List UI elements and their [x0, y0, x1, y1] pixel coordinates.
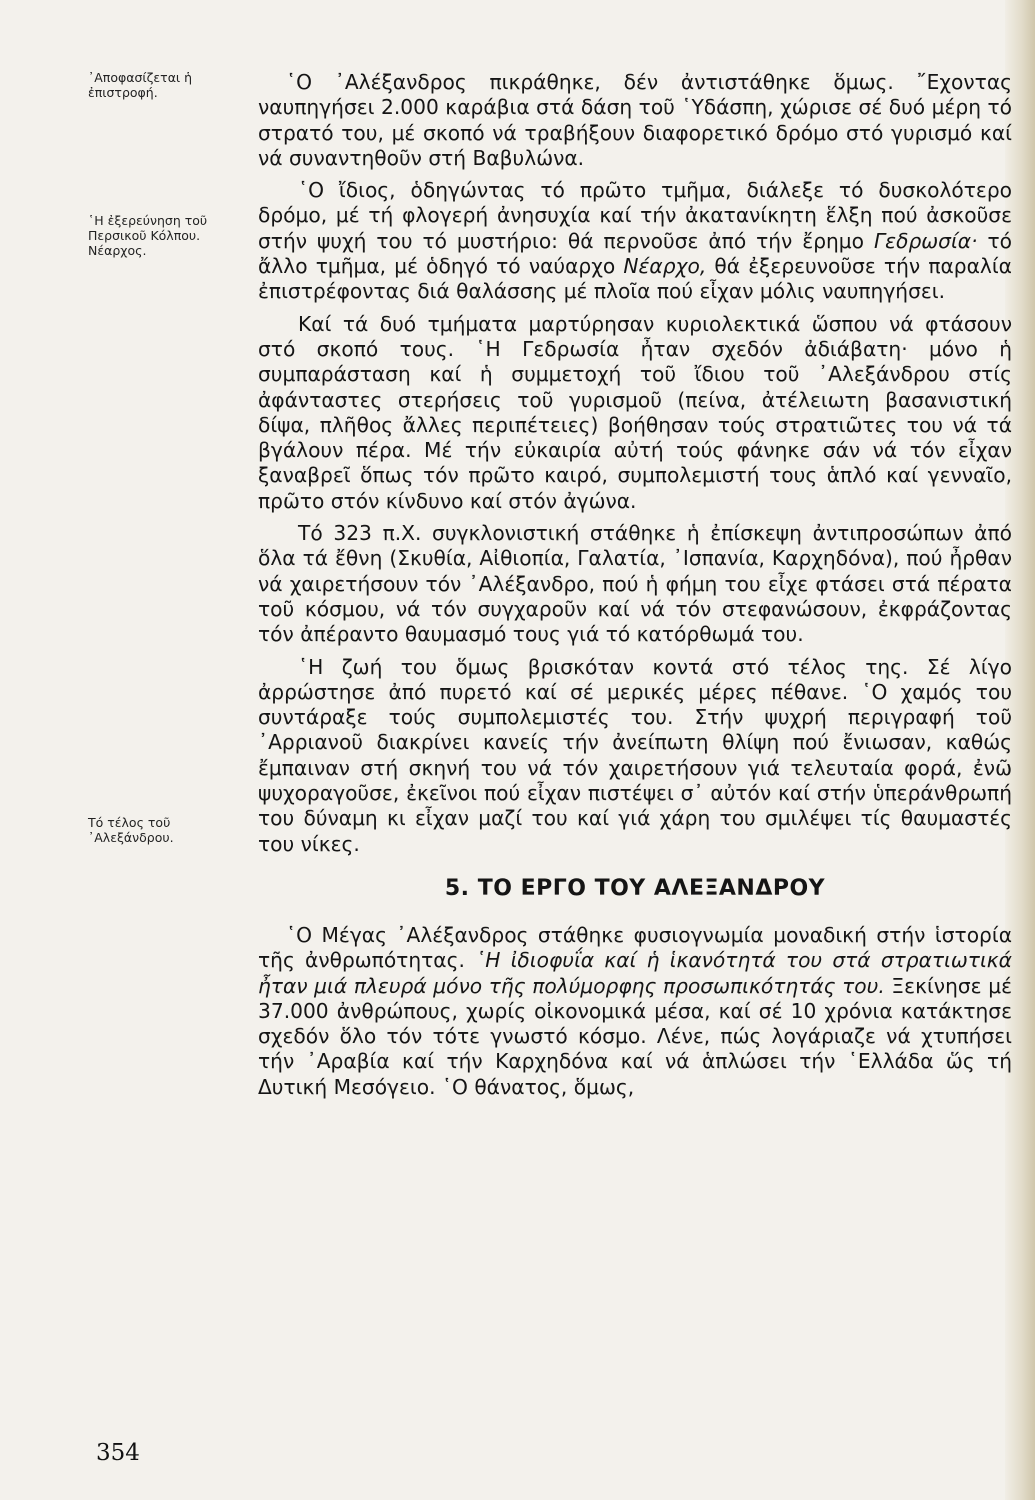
margin-note-return: ᾿Αποφασίζεται ἡ ἐπιστροφή.: [88, 70, 193, 100]
margin-note-end: Τό τέλος τοῦ ᾿Αλεξάνδρου.: [88, 815, 174, 845]
text-run: ῾Η ζωή του ὅμως βρισκόταν κοντά στό τέλος της. Σέ λίγο ἀρρώστησε ἀπό πυρετό καί σέ μερικές μέρες πέθανε. ῾Ο χαμός του συντάραξε τούς συμπολεμιστές του. Στήν ψυχρή περιγραφή τοῦ ᾿Αρριανοῦ διακρίνει κανείς τήν ἀνείπωτη θλίψη πού ἔνιωσαν, καθώς ἔμπαιναν στή σκηνή του νά τόν χαιρετήσουν γιά τελευταία φορά, ἐνῶ ψυχοραγοῦσε, ἐκεῖνοι πού εἶχαν πιστέψει σ᾿ αὐτόν καί στήν ὑπεράνθρωπή του δύναμη κι εἶχαν μαζί του καί γιά χάρη του σμιλέψει τίς θαυμαστές του νίκες.: [258, 654, 1012, 856]
italic-text: ῾Η ἰδιοφυΐα καί ἡ ἱκανότητά του στά στρατιωτικά ἦταν μιά πλευρά μόνο τῆς πολύμορφης προσωπικότητάς του.: [258, 948, 1012, 998]
section-heading: 5. ΤΟ ΕΡΓΟ ΤΟΥ ΑΛΕΞΑΝΔΡΟΥ: [444, 876, 826, 901]
text-run: ῾Ο ᾿Αλέξανδρος πικράθηκε, δέν ἀντιστάθηκε ὅμως. ῎Εχοντας ναυπηγήσει 2.000 καράβια στά δάση τοῦ ῾Υδάσπη, χώρισε σέ δυό μέρη τό στρατό του, μέ σκοπό νά τραβήξουν διαφορετικό δρόμο στό γυρισμό καί νά συναντηθοῦν στή Βαβυλώνα.: [258, 70, 1012, 170]
text-run: Καί τά δυό τμήματα μαρτύρησαν κυριολεκτικά ὥσπου νά φτάσουν στό σκοπό τους. ῾Η Γεδρωσία ἦταν σχεδόν ἀδιάβατη· μόνο ἡ συμπαράσταση καί ἡ συμμετοχή τοῦ ἴδιου τοῦ ᾿Αλεξάνδρου στίς ἀφάνταστες στερήσεις τοῦ γυρισμοῦ (πείνα, ἀτέλειωτη βασανιστική δίψα, πλῆθος ἄλλες περιπέτειες) βοήθησαν τούς στρατιῶτες του νά τά βγάλουν πέρα. Μέ τήν εὐκαιρία αὐτή τούς φάνηκε σάν νά τόν εἶχαν ξαναβρεῖ ὅπως τόν πρῶτο καιρό, συμπολεμιστή τους ἁπλό καί γενναῖο, πρῶτο στόν κίνδυνο καί στόν ἀγώνα.: [258, 311, 1012, 513]
text-run: θά ἐξερευνοῦσε τήν παραλία ἐπιστρέφοντας διά θαλάσσης μέ πλοῖα πού εἶχαν μόλις ναυπηγήσει.: [258, 254, 1012, 304]
text-run: ῾Ο ἴδιος, ὁδηγώντας τό πρῶτο τμῆμα, διάλεξε τό δυσκολότερο δρόμο, μέ τή φλογερή ἀνησυχία καί τήν ἀκατανίκητη ἕλξη πού ἀσκοῦσε στήν ψυχή του τό μυστήριο: θά περνοῦσε ἀπό τήν ἔρημο: [258, 178, 1012, 253]
page-number: 354: [96, 1440, 140, 1466]
text-run: τό ἄλλο τμῆμα, μέ ὁδηγό τό ναύαρχο: [258, 228, 1012, 279]
paragraph: [258, 923, 1012, 1100]
text-run: ῾Ο Μέγας ᾿Αλέξανδρος στάθηκε φυσιογνωμία μοναδική στήν ἱστορία τῆς ἀνθρωπότητας.: [258, 923, 1012, 973]
italic-text: Νέαρχο,: [623, 254, 707, 279]
margin-note-exploration: ῾Η ἐξερεύνηση τοῦ Περσικοῦ Κόλπου. Νέαρχος.: [88, 213, 208, 258]
paragraph: [258, 70, 1012, 171]
body-text-section-1: [258, 70, 1012, 864]
text-run: Ξεκίνησε μέ 37.000 ἀνθρώπους, χωρίς οἰκονομικά μέσα, καί σέ 10 χρόνια κατάκτησε σχεδόν ὅλο τόν τότε γνωστό κόσμο. Λένε, πώς λογάριαζε νά χτυπήσει τήν ᾿Αραβία καί τήν Καρχηδόνα καί νά ἁπλώσει τήν ῾Ελλάδα ὥς τή Δυτική Μεσόγειο. ῾Ο θάνατος, ὅμως,: [258, 973, 1012, 1099]
paragraph: [258, 178, 1012, 304]
text-run: Τό 323 π.Χ. συγκλονιστική στάθηκε ἡ ἐπίσκεψη ἀντιπροσώπων ἀπό ὅλα τά ἔθνη (Σκυθία, Αἰθιοπία, Γαλατία, ᾿Ισπανία, Καρχηδόνα), πού ἦρθαν νά χαιρετήσουν τόν ᾿Αλέξανδρο, πού ἡ φήμη του εἶχε φτάσει στά πέρατα τοῦ κόσμου, νά τόν συγχαροῦν καί νά τόν στεφανώσουν, ἐκφράζοντας τόν ἀπέραντο θαυμασμό τους γιά τό κατόρθωμά του.: [258, 521, 1012, 647]
paragraph: [258, 655, 1012, 857]
body-text-section-2: [258, 923, 1012, 1107]
paragraph: [258, 521, 1012, 647]
paragraph: [258, 312, 1012, 514]
italic-text: Γεδρωσία·: [873, 228, 978, 253]
